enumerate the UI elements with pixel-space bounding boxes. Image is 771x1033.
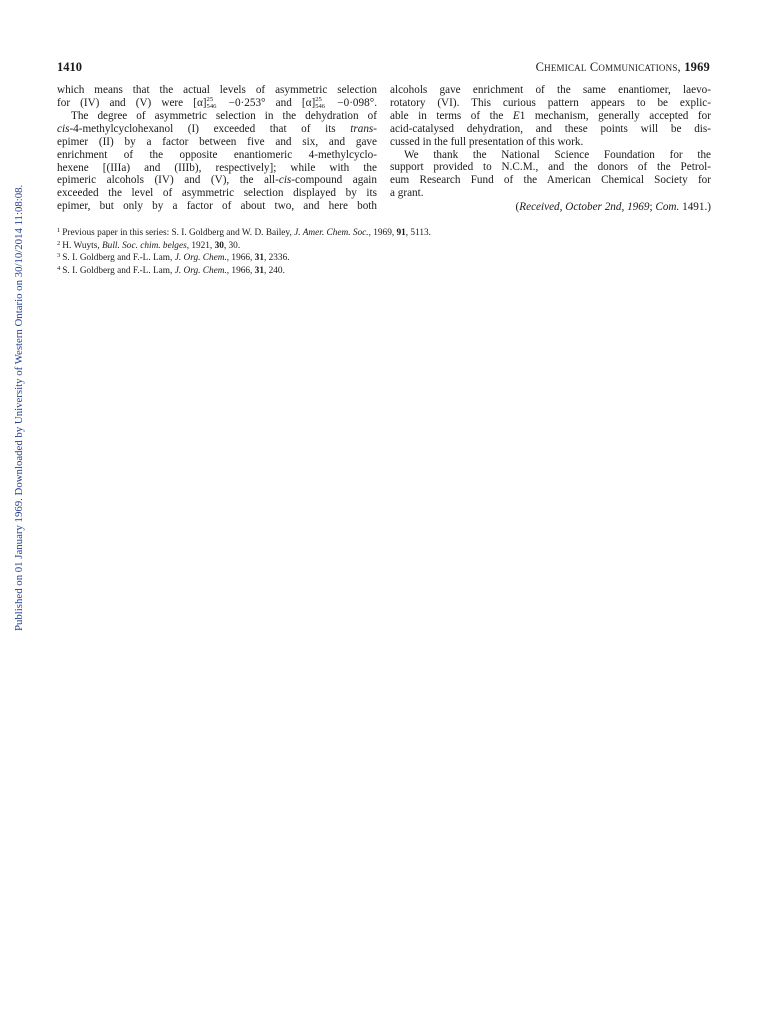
left-line-6: enrichment of the opposite enantiomeric 4-methylcyclo- (57, 148, 377, 161)
journal-title: Chemical Communications (535, 60, 678, 74)
right-line-6: We thank the National Science Foundation for the (404, 148, 711, 161)
right-line-1: alcohols gave enrichment of the same enantiomer, laevo- (390, 84, 711, 96)
right-column (390, 84, 711, 214)
left-line-5: epimer (II) by a factor between five and six, and gave (57, 135, 377, 148)
left-line-4: cis-4-methylcyclohexanol (I) exceeded that of its trans- (57, 122, 377, 135)
right-line-5: cussed in the full presentation of this work. (390, 135, 584, 148)
footnote-3: $^3$ S. I. Goldberg and F.-L. Lam, J. Org. Chem., 1966, 31, 2336. (57, 252, 290, 264)
left-line-10: epimer, but only by a factor of about two, and here both (57, 200, 377, 213)
right-line-8: eum Research Fund of the American Chemical Society for (390, 174, 711, 187)
page-number: 1410 (57, 60, 82, 74)
footnotes (57, 226, 657, 276)
left-line-7: hexene [(IIIa) and (IIIb), respectively]; while with the (57, 161, 377, 174)
right-line-9: a grant. (390, 187, 424, 200)
left-line-2: for (IV) and (V) were [α] $_{25 546}$ −0·253° and [α] $_{25 546}$ −0·098°. (57, 95, 377, 110)
footnote-4: $^4$ S. I. Goldberg and F.-L. Lam, J. Org. Chem., 1966, 31, 240. (57, 264, 285, 276)
left-line-3: The degree of asymmetric selection in the dehydration of (71, 109, 377, 122)
left-line-1: which means that the actual levels of asymmetric selection (57, 84, 377, 96)
right-line-7: support provided to N.C.M., and the donors of the Petrol- (390, 161, 711, 174)
running-head: Chemical Communications, 1969 (535, 60, 710, 74)
right-line-3: able in terms of the E1 mechanism, generally accepted for (390, 109, 711, 122)
journal-year: 1969 (684, 60, 710, 74)
received-line: (Received, October 2nd, 1969; Com. 1491.) (515, 201, 711, 214)
left-column (57, 84, 377, 213)
left-line-8: epimeric alcohols (IV) and (V), the all-cis-compound again (57, 174, 377, 187)
right-line-4: acid-catalysed dehydration, and these points will be dis- (390, 122, 711, 135)
left-line-9: exceeded the level of asymmetric selection displayed by its (57, 187, 377, 200)
download-watermark: Published on 01 January 1969. Downloaded by University of Western Ontario on 30/10/2014 11:08:08. (13, 184, 25, 631)
footnote-2: $^2$ H. Wuyts, Bull. Soc. chim. belges, 1921, 30, 30. (57, 239, 241, 251)
footnote-1: $^1$ Previous paper in this series: S. I. Goldberg and W. D. Bailey, J. Amer. Chem. Soc., 1969, 91, 5113. (57, 227, 432, 238)
right-line-2: rotatory (VI). This curious pattern appears to be explic- (390, 96, 711, 109)
